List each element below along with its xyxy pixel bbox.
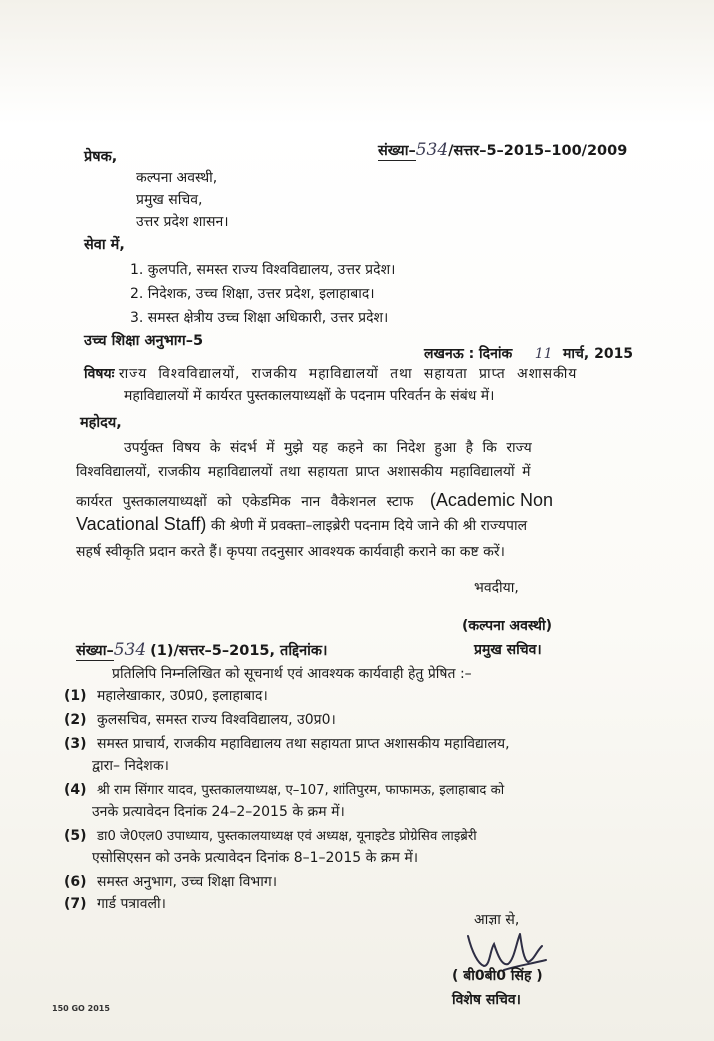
reference-number-handwritten: 534 xyxy=(415,140,449,160)
reference-number-label: संख्या– xyxy=(378,143,416,159)
subject-line: राज्य विश्वविद्यालयों, राजकीय महाविद्यालयों तथा सहायता प्राप्त अशासकीय xyxy=(118,366,578,382)
date-day-handwritten: 11 xyxy=(534,346,553,362)
copy-item-number: (7) xyxy=(64,896,87,912)
copy-item xyxy=(64,872,277,891)
copy-item-number: (3) xyxy=(64,736,87,752)
copy-item-text: समस्त अनुभाग, उच्च शिक्षा विभाग। xyxy=(97,874,278,890)
copy-item-text: द्वारा– निदेशक। xyxy=(92,758,169,774)
subject-line: महाविद्यालयों में कार्यरत पुस्तकालयाध्यक्षों के पदनाम परिवर्तन के संबंध में। xyxy=(124,388,495,404)
sender-line: उत्तर प्रदेश शासन। xyxy=(136,214,229,230)
subject-label: विषयः xyxy=(84,366,115,382)
date-suffix: मार्च, 2015 xyxy=(563,346,634,362)
copy-item-number: (1) xyxy=(64,688,87,704)
body-text-latin: Vacational Staff) xyxy=(76,514,207,534)
copy-item-number: (5) xyxy=(64,828,87,844)
footer-code: 150 GO 2015 xyxy=(52,1004,110,1013)
copy-item-text: डा0 जे0एल0 उपाध्याय, पुस्तकालयाध्यक्ष एवं अध्यक्ष, यूनाइटेड प्रोग्रेसिव लाइब्रेरी xyxy=(97,829,477,844)
sender-line: कल्पना अवस्थी, xyxy=(136,170,218,186)
signatory-designation: प्रमुख सचिव। xyxy=(474,642,542,658)
recipient-item: 2. निदेशक, उच्च शिक्षा, उत्तर प्रदेश, इलाहाबाद। xyxy=(130,286,375,302)
sender-line: प्रमुख सचिव, xyxy=(136,192,203,208)
copy-number-suffix: (1)/सत्तर–5–2015, तद्दिनांक। xyxy=(150,643,328,659)
copy-item xyxy=(64,710,336,729)
copy-item xyxy=(64,780,504,798)
body-line: विश्वविद्यालयों, राजकीय महाविद्यालयों तथा सहायता प्राप्त अशासकीय महाविद्यालयों में xyxy=(76,464,531,480)
copy-item-number: (6) xyxy=(64,874,87,890)
copy-item-text: समस्त प्राचार्य, राजकीय महाविद्यालय तथा सहायता प्राप्त अशासकीय महाविद्यालय, xyxy=(97,736,510,752)
recipients-label: सेवा में, xyxy=(84,237,125,253)
copy-item-text: एसोसिएसन को उनके प्रत्यावेदन दिनांक 8–1–2015 के क्रम में। xyxy=(92,850,419,866)
reference-number xyxy=(378,140,627,160)
recipient-item: 3. समस्त क्षेत्रीय उच्च शिक्षा अधिकारी, उत्तर प्रदेश। xyxy=(130,310,389,326)
copy-number-handwritten: 534 xyxy=(113,640,147,660)
by-order: आज्ञा से, xyxy=(474,912,520,928)
copy-item-text: गार्ड पत्रावली। xyxy=(97,896,166,912)
copy-intro: प्रतिलिपि निम्नलिखित को सूचनार्थ एवं आवश्यक कार्यवाही हेतु प्रेषित :– xyxy=(112,666,472,682)
recipient-item: 1. कुलपति, समस्त राज्य विश्वविद्यालय, उत्तर प्रदेश। xyxy=(130,262,396,278)
closing-regards: भवदीया, xyxy=(474,580,519,596)
copy-item-text: कुलसचिव, समस्त राज्य विश्वविद्यालय, उ0प्र0। xyxy=(97,712,336,728)
order-signatory-name: ( बी0बी0 सिंह ) xyxy=(452,968,543,984)
copy-item-text: श्री राम सिंगार यादव, पुस्तकालयाध्यक्ष, ए–107, शांतिपुरम, फाफामऊ, इलाहाबाद को xyxy=(97,783,505,798)
letter-date xyxy=(424,344,633,363)
copy-item-number: (4) xyxy=(64,782,87,798)
copy-item xyxy=(64,894,166,913)
sender-label: प्रेषक, xyxy=(84,149,118,165)
copy-item-text: महालेखाकार, उ0प्र0, इलाहाबाद। xyxy=(97,688,268,704)
salutation: महोदय, xyxy=(80,415,122,431)
copy-item xyxy=(64,686,268,705)
copy-number-label: संख्या– xyxy=(76,643,114,659)
body-line xyxy=(76,514,527,535)
order-signatory-designation: विशेष सचिव। xyxy=(452,992,521,1008)
date-prefix: लखनऊ : दिनांक xyxy=(424,346,513,362)
copy-item-number: (2) xyxy=(64,712,87,728)
signatory-name: (कल्पना अवस्थी) xyxy=(462,618,552,634)
subject xyxy=(84,364,577,383)
section-name: उच्च शिक्षा अनुभाग–5 xyxy=(84,333,204,349)
body-text: की श्रेणी में प्रवक्ता–लाइब्रेरी पदनाम दिये जाने की श्री राज्यपाल xyxy=(210,518,528,534)
copy-reference-number xyxy=(76,640,328,660)
body-text: कार्यरत पुस्तकालयाध्यक्षों को एकेडमिक नान वैकेशनल स्टाफ xyxy=(76,494,414,510)
body-line: सहर्ष स्वीकृति प्रदान करते हैं। कृपया तदनुसार आवश्यक कार्यवाही कराने का कष्ट करें। xyxy=(76,544,505,560)
copy-item-text: उनके प्रत्यावेदन दिनांक 24–2–2015 के क्रम में। xyxy=(92,804,345,820)
body-line xyxy=(76,490,553,511)
body-text-latin: (Academic Non xyxy=(429,490,553,510)
reference-number-suffix: /सत्तर–5–2015–100/2009 xyxy=(448,143,628,159)
copy-item xyxy=(64,826,477,844)
body-line: उपर्युक्त विषय के संदर्भ में मुझे यह कहने का निदेश हुआ है कि राज्य xyxy=(124,440,532,456)
copy-item xyxy=(64,734,510,753)
